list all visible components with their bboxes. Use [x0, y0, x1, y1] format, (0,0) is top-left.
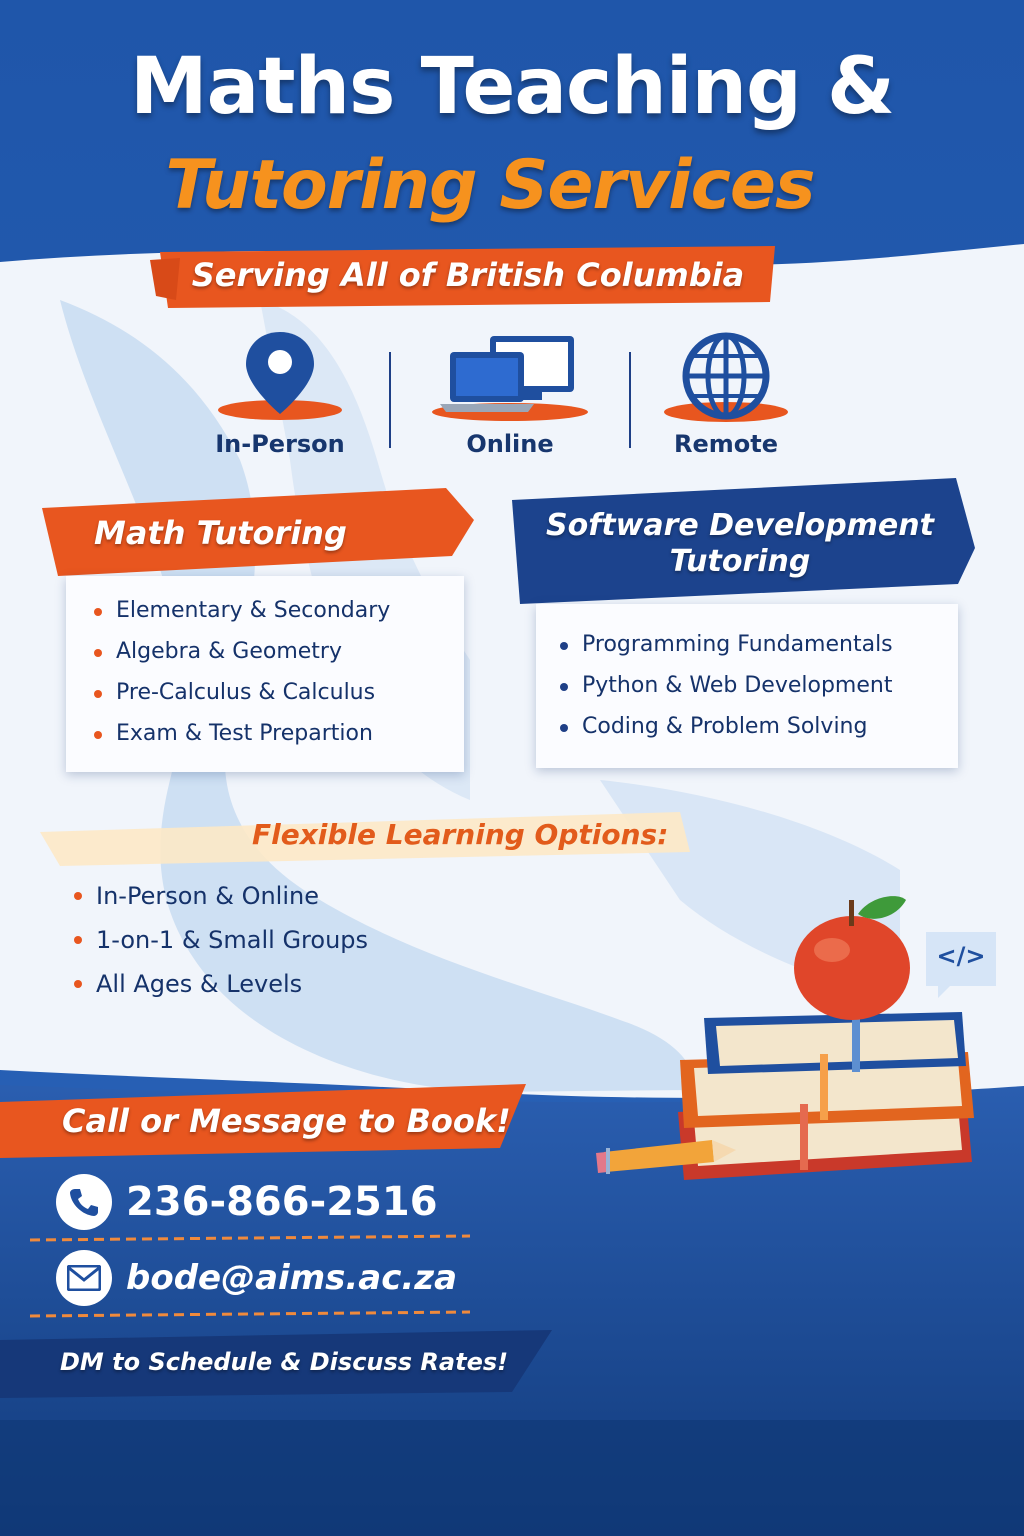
list-item: Pre-Calculus & Calculus: [116, 682, 390, 704]
list-item: Exam & Test Prepartion: [116, 723, 390, 745]
software-card-title-line-2: Tutoring: [669, 544, 811, 579]
region-banner: Serving All of British Columbia: [191, 256, 745, 294]
list-item: All Ages & Levels: [96, 972, 368, 996]
mode-label-remote: Remote: [673, 430, 778, 458]
title-line-1: Maths Teaching &: [129, 42, 895, 132]
footer-note: DM to Schedule & Discuss Rates!: [60, 1348, 509, 1376]
math-card-title: Math Tutoring: [94, 514, 347, 552]
phone-row[interactable]: [56, 1174, 438, 1230]
flexible-options-list: [96, 884, 368, 996]
phone-number: 236-866-2516: [126, 1179, 438, 1225]
mode-remote: [636, 326, 816, 458]
cta-banner: Call or Message to Book!: [62, 1102, 511, 1140]
globe-icon: [636, 326, 816, 426]
location-pin-icon: [190, 326, 370, 426]
list-item: Algebra & Geometry: [116, 641, 390, 663]
mode-label-in-person: In-Person: [215, 430, 345, 458]
mode-in-person: [190, 326, 370, 458]
software-tutoring-card: [536, 604, 958, 768]
phone-icon: [56, 1174, 112, 1230]
envelope-icon: [56, 1250, 112, 1306]
list-item: 1-on-1 & Small Groups: [96, 926, 369, 954]
list-item: Coding & Problem Solving: [582, 716, 893, 738]
laptop-monitor-icon: [420, 326, 600, 426]
software-topic-list: [582, 634, 893, 738]
list-item: In-Person & Online: [96, 884, 368, 908]
list-item: Programming Fundamentals: [582, 632, 893, 657]
list-item: Elementary & Secondary: [116, 598, 391, 623]
code-icon: </>: [936, 942, 986, 970]
mode-label-online: Online: [466, 430, 554, 458]
flexible-options-title: Flexible Learning Options:: [252, 818, 669, 851]
list-item: Python & Web Development: [582, 673, 893, 698]
email-address: bode@aims.ac.za: [126, 1258, 458, 1298]
math-tutoring-card: [66, 576, 464, 772]
software-card-title: [520, 508, 960, 580]
math-topic-list: [116, 600, 390, 745]
email-row[interactable]: [56, 1250, 457, 1306]
mode-online: [420, 326, 600, 458]
software-card-title-line-1: Software Development: [546, 508, 934, 543]
title-line-2: Tutoring Services: [165, 146, 815, 225]
